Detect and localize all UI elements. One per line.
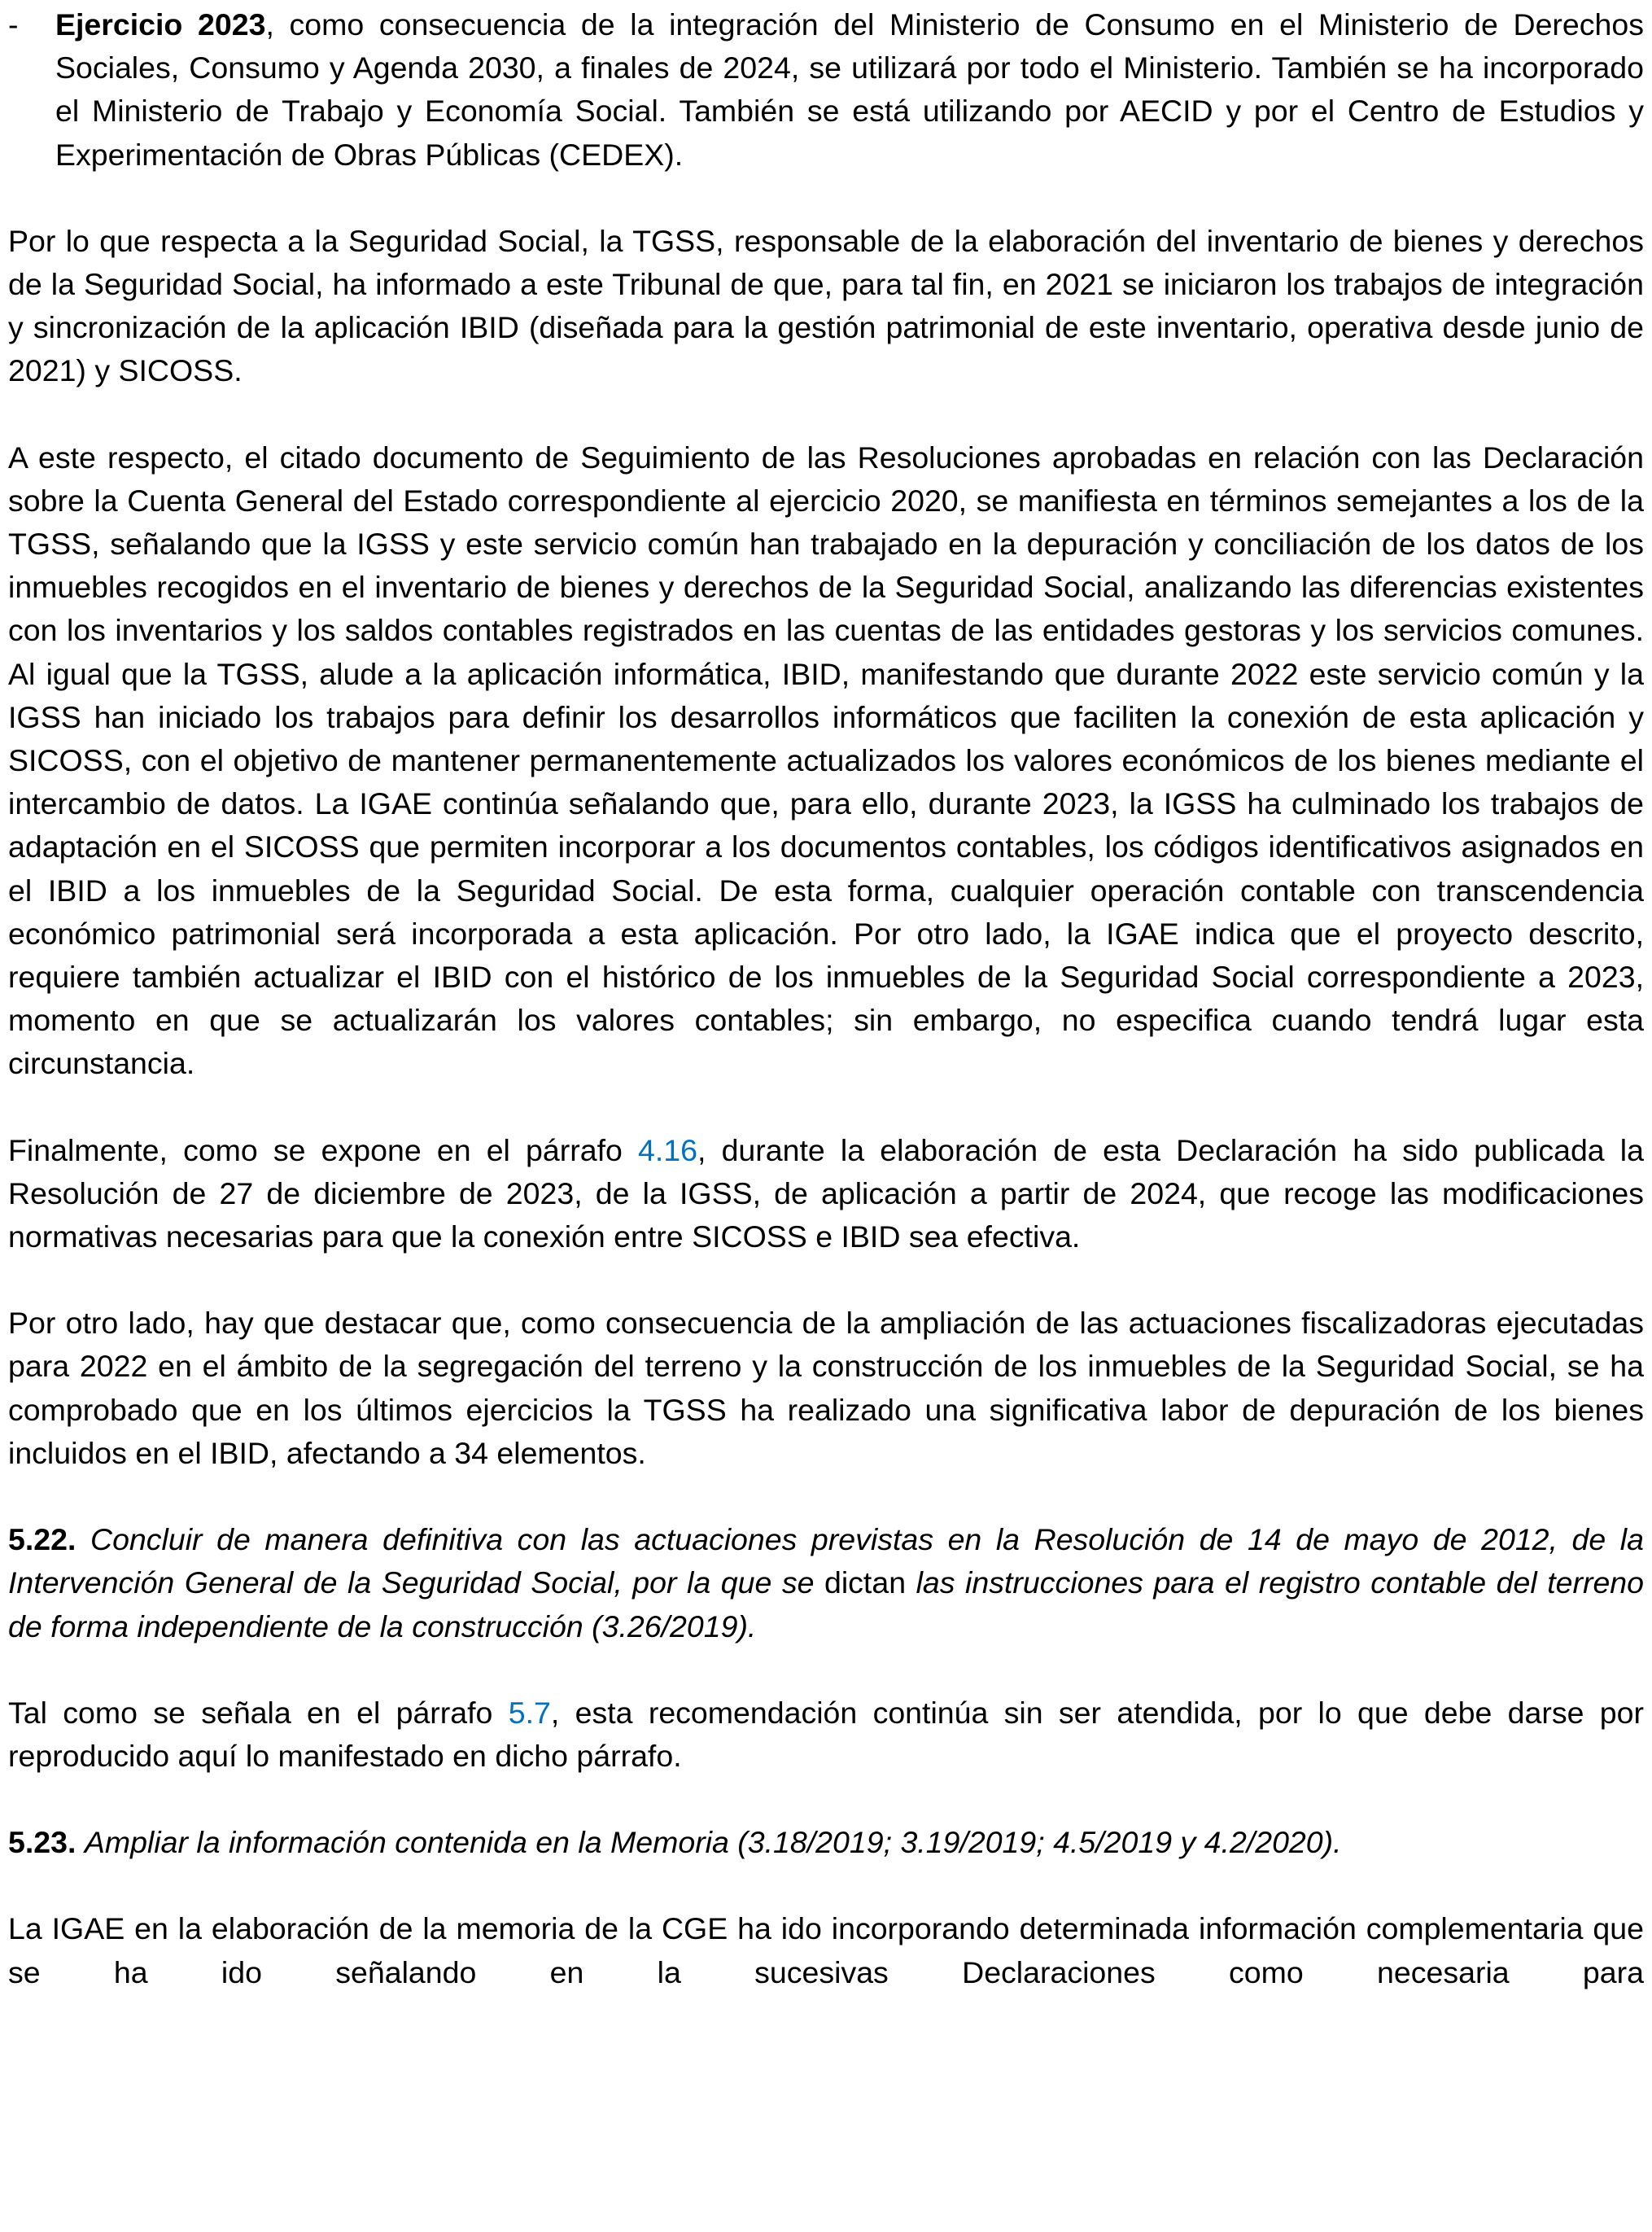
paragraph-link-4-16[interactable]: 4.16 — [638, 1132, 697, 1167]
bullet-ejercicio-2023 — [8, 3, 1644, 177]
paragraph-tal-como — [8, 1692, 1644, 1778]
text: , durante la elaboración de esta Declaración ha sido publicada la Resolución de 27 de diciembre de 2023, de la IGSS, de aplicación a partir de 2024, que recoge las modificaciones normativas necesarias para que la conexión entre SICOSS e IBID sea efectiva. — [8, 1132, 1644, 1254]
bullet-bold-label: Ejercicio 2023 — [55, 7, 266, 42]
bullet-body-text: , como consecuencia de la integración del Ministerio de Consumo en el Ministerio de Derechos Sociales, Consumo y Agenda 2030, a finales de 2024, se utilizará por todo el Ministerio. También se ha incorporado el Ministerio de Trabajo y Economía Social. También se está utilizando por AECID y por el Centro de Estudios y Experimentación de Obras Públicas (CEDEX). — [55, 7, 1644, 172]
paragraph-igae-memoria: La IGAE en la elaboración de la memoria de la CGE ha ido incorporando determinada información complementaria que se ha ido señalando en la sucesivas Declaraciones como necesaria para — [8, 1911, 1644, 1989]
recommendation-text: las instrucciones para el registro contable del terreno de forma independiente de la construcción (3.26/2019). — [8, 1565, 1645, 1643]
text: Finalmente, como se expone en el párrafo — [8, 1132, 638, 1167]
text: Tal como se señala en el párrafo — [8, 1695, 509, 1730]
recommendation-number: 5.23. — [8, 1825, 76, 1860]
recommendation-text: Concluir de manera definitiva con las actuaciones previstas en la Resolución de 14 de mayo de 2012, de la Intervención General de la Seguridad Social, por la que se — [8, 1522, 1644, 1600]
recommendation-5-22 — [8, 1518, 1644, 1648]
paragraph-finalmente — [8, 1129, 1644, 1259]
paragraph-por-otro-lado: Por otro lado, hay que destacar que, como consecuencia de la ampliación de las actuaciones fiscalizadoras ejecutadas para 2022 en el ámbito de la segregación del terreno y la construcción de los inmuebles de la Seguridad Social, se ha comprobado que en los últimos ejercicios la TGSS ha realizado una significativa labor de depuración de los bienes incluidos en el IBID, afectando a 34 elementos. — [8, 1306, 1644, 1470]
recommendation-number: 5.22. — [8, 1522, 76, 1557]
bullet-marker: - — [8, 7, 19, 42]
recommendation-5-23 — [8, 1821, 1644, 1864]
recommendation-text: Ampliar la información contenida en la Memoria (3.18/2019; 3.19/2019; 4.5/2019 y 4.2/2020). — [84, 1825, 1342, 1860]
text: , esta recomendación continúa sin ser atendida, por lo que debe darse por reproducido aquí lo manifestado en dicho párrafo. — [8, 1695, 1644, 1773]
paragraph-link-5-7[interactable]: 5.7 — [508, 1695, 551, 1730]
paragraph-a-este-respecto: A este respecto, el citado documento de Seguimiento de las Resoluciones aprobadas en relación con las Declaración sobre la Cuenta General del Estado correspondiente al ejercicio 2020, se manifiesta en términos semejantes a los de la TGSS, señalando que la IGSS y este servicio común han trabajado en la depuración y conciliación de los datos de los inmuebles recogidos en el inventario de bienes y derechos de la Seguridad Social, analizando las diferencias existentes con los inventarios y los saldos contables registrados en las cuentas de las entidades gestoras y los servicios comunes. Al igual que la TGSS, alude a la aplicación informática, IBID, manifestando que durante 2022 este servicio común y la IGSS han iniciado los trabajos para definir los desarrollos informáticos que faciliten la conexión de esta aplicación y SICOSS, con el objetivo de mantener permanentemente actualizados los valores económicos de los bienes mediante el intercambio de datos. La IGAE continúa señalando que, para ello, durante 2023, la IGSS ha culminado los trabajos de adaptación en el SICOSS que permiten incorporar a los documentos contables, los códigos identificativos asignados en el IBID a los inmuebles de la Seguridad Social. De esta forma, cualquier operación contable con transcendencia económico patrimonial será incorporada a esta aplicación. Por otro lado, la IGAE indica que el proyecto descrito, requiere también actualizar el IBID con el histórico de los inmuebles de la Seguridad Social correspondiente a 2023, momento en que se actualizarán los valores contables; sin embargo, no especifica cuando tendrá lugar esta circunstancia. — [8, 440, 1644, 1081]
recommendation-text-plain: dictan — [814, 1565, 916, 1600]
bullet-text — [55, 3, 1644, 177]
paragraph-tgss: Por lo que respecta a la Seguridad Social, la TGSS, responsable de la elaboración del inventario de bienes y derechos de la Seguridad Social, ha informado a este Tribunal de que, para tal fin, en 2021 se iniciaron los trabajos de integración y sincronización de la aplicación IBID (diseñada para la gestión patrimonial de este inventario, operativa desde junio de 2021) y SICOSS. — [8, 223, 1644, 388]
